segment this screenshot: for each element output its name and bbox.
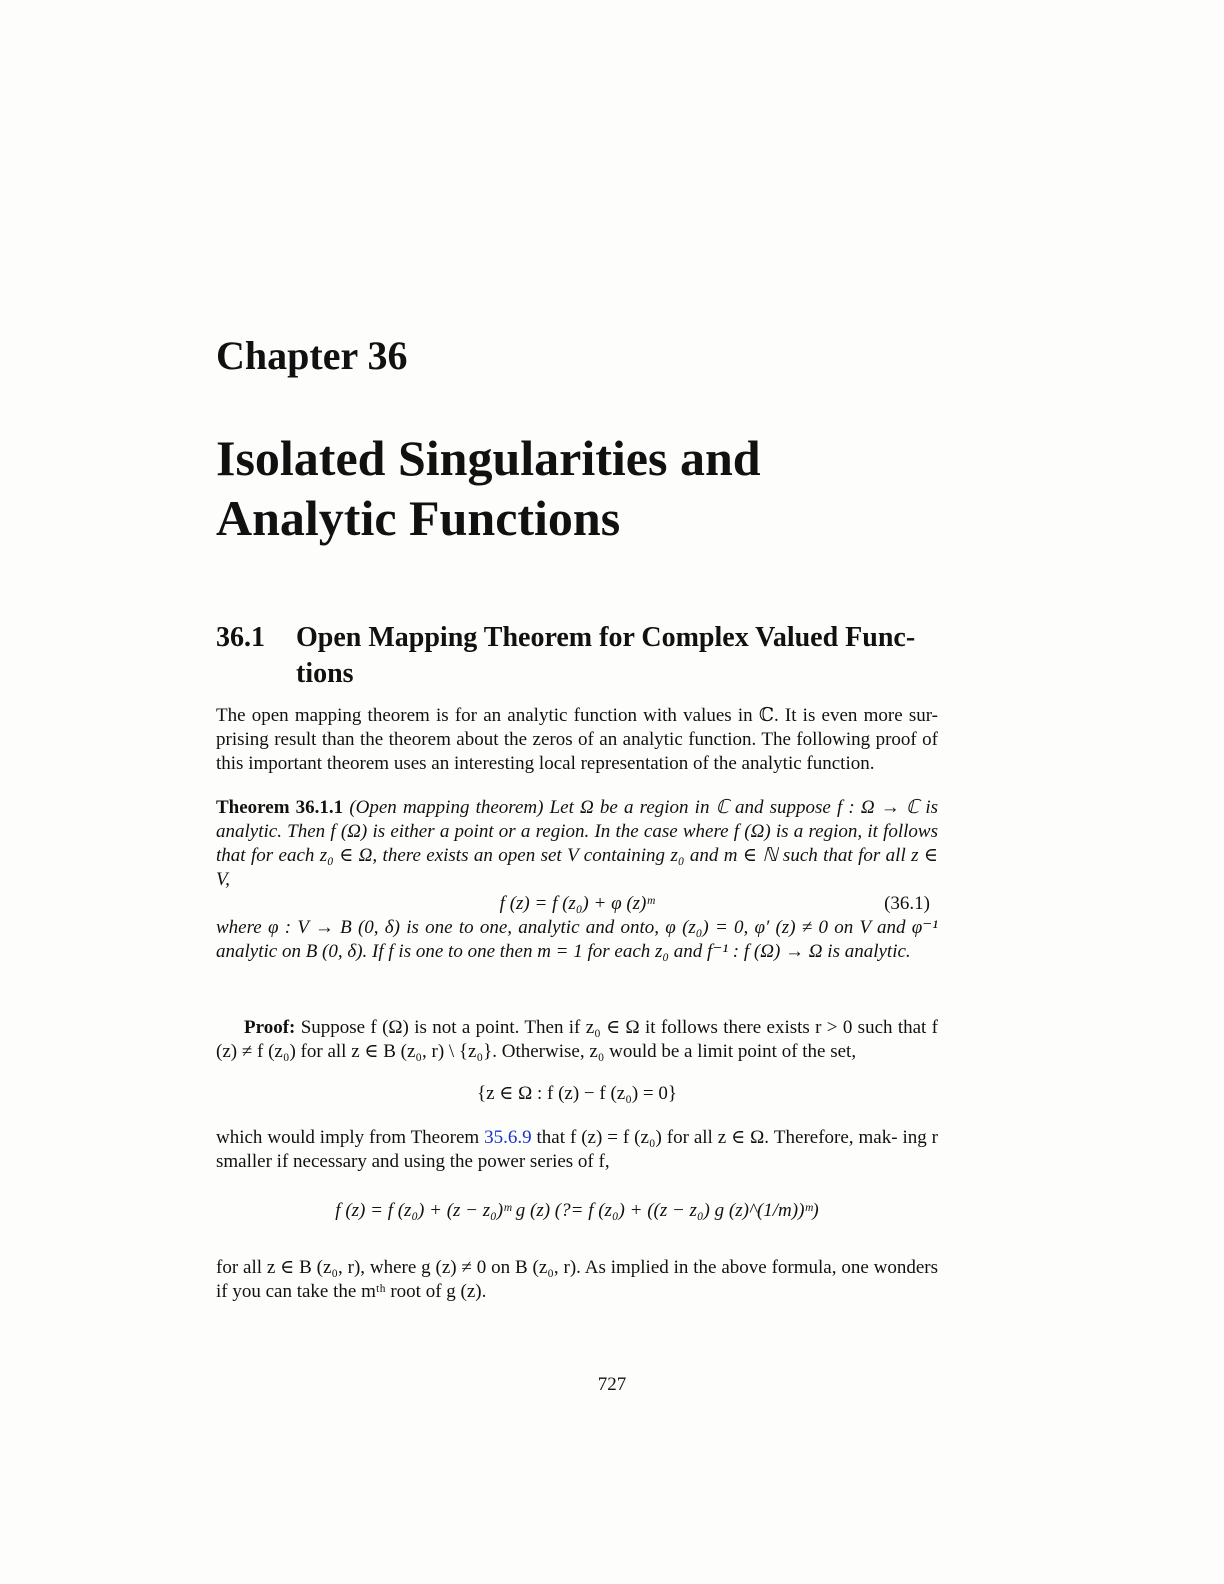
theorem-text: (Open mapping theorem) Let Ω be a region in ℂ and suppose f : Ω → ℂ is analytic. Then f (Ω) is either a point or a region. In the case where f (Ω) is a region, it follows that for each z₀ ∈ Ω, there exists an open set V containing z₀ and m ∈ ℕ such that for all z ∈ V, [216, 797, 939, 890]
proof-continuation-text-b: that f (z) = f (z₀) for all z ∈ Ω. Therefore, mak- ing r smaller if necessary and using the power series of f, [216, 1127, 938, 1172]
proof-text: Suppose f (Ω) is not a point. Then if z₀ ∈ Ω it follows there exists r > 0 such that f (z) ≠ f (z₀) for all z ∈ B (z₀, r) \ {z₀}. Otherwise, z₀ would be a limit point of the set, [216, 1017, 939, 1062]
chapter-title-line-2: Analytic Functions [216, 490, 621, 546]
zero-set: {z ∈ Ω : f (z) − f (z₀) = 0} [476, 1083, 678, 1104]
power-series-equation [216, 1200, 938, 1222]
equation-36-1 [216, 892, 938, 916]
chapter-label: Chapter 36 [216, 333, 408, 378]
power-series-text: f (z) = f (z₀) + (z − z₀)ᵐ g (z) (?= f (z₀) + ((z − z₀) g (z)^(1/m))ᵐ) [335, 1200, 819, 1221]
theorem-block [216, 796, 938, 964]
theorem-head: Theorem 36.1.1 [216, 797, 344, 818]
theorem-reference-link[interactable]: 35.6.9 [484, 1127, 532, 1148]
section-heading [216, 620, 938, 692]
proof-head: Proof: [244, 1017, 296, 1038]
intro-paragraph: The open mapping theorem is for an analytic function with values in ℂ. It is even more sur- prising result than the theorem about the zeros of an analytic function. The following proof of this important theorem uses an interesting local representation of the analytic function. [216, 705, 938, 774]
section-title: Open Mapping Theorem for Complex Valued Func- tions [296, 622, 916, 689]
section-number: 36.1 [216, 622, 265, 653]
proof-paragraph [216, 1016, 938, 1064]
chapter-title-line-1: Isolated Singularities and [216, 430, 761, 486]
theorem-statement [216, 796, 938, 892]
proof-continuation-text-a: which would imply from Theorem [216, 1127, 485, 1148]
chapter-title [216, 428, 761, 548]
equation-number: (36.1) [884, 893, 930, 914]
equation-text: f (z) = f (z₀) + φ (z)ᵐ [499, 893, 655, 914]
page-number: 727 [597, 1374, 627, 1395]
proof-continuation [216, 1126, 938, 1174]
theorem-continuation: where φ : V → B (0, δ) is one to one, analytic and onto, φ (z₀) = 0, φ′ (z) ≠ 0 on V and φ⁻¹ analytic on B (0, δ). If f is one to one then m = 1 for each z₀ and f⁻¹ : f (Ω) → Ω is analytic. [216, 917, 938, 962]
final-paragraph: for all z ∈ B (z₀, r), where g (z) ≠ 0 on B (z₀, r). As implied in the above formula, one wonders if you can take the mᵗʰ root of g (z). [216, 1257, 938, 1302]
